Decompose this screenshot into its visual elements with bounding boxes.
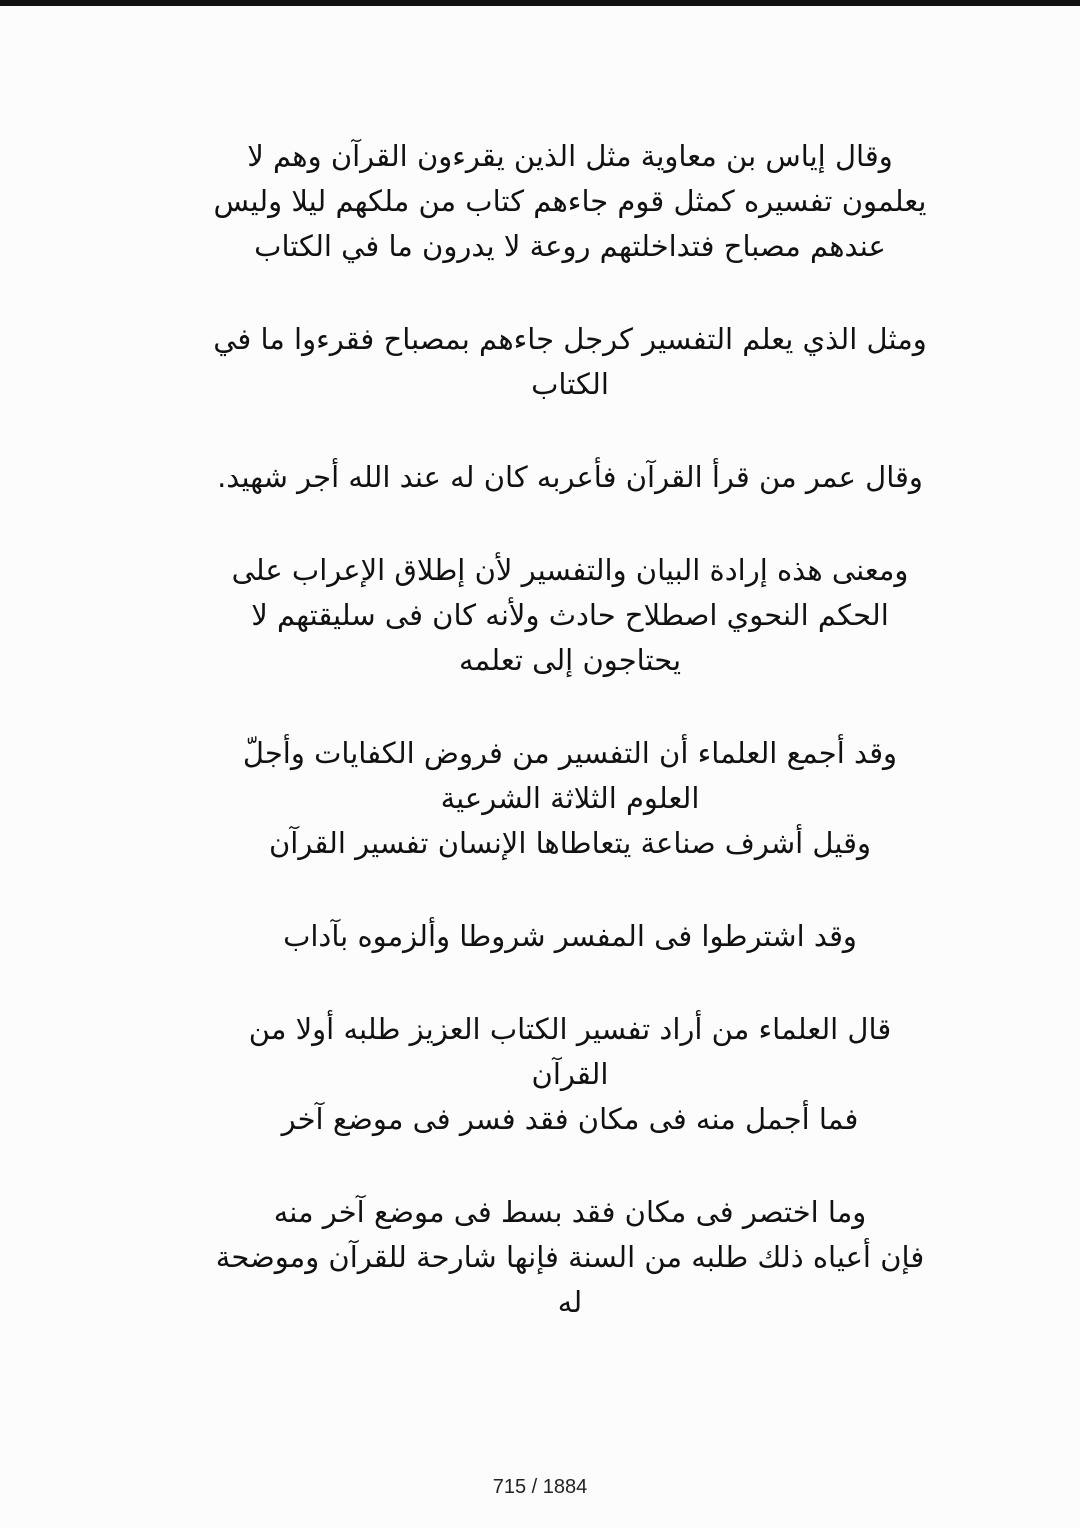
- paragraph: [180, 914, 960, 959]
- text-line: وقد أجمع العلماء أن التفسير من فروض الكفايات وأجلّ: [242, 736, 898, 770]
- text-line: عندهم مصباح فتداخلتهم روعة لا يدرون ما في الكتاب: [254, 229, 886, 263]
- paragraph: [180, 455, 960, 500]
- text-line: وقد اشترطوا فى المفسر شروطا وألزموه بآداب: [283, 919, 857, 953]
- text-line: وقال عمر من قرأ القرآن فأعربه كان له عند الله أجر شهيد.: [217, 460, 923, 494]
- text-line: الحكم النحوي اصطلاح حادث ولأنه كان فى سليقتهم لا: [251, 598, 889, 632]
- paragraph: [180, 548, 960, 683]
- text-line: وما اختصر فى مكان فقد بسط فى موضع آخر منه: [273, 1195, 867, 1229]
- paragraph: [180, 1190, 960, 1325]
- text-line: فما أجمل منه فى مكان فقد فسر فى موضع آخر: [281, 1102, 859, 1136]
- text-line: فإن أعياه ذلك طلبه من السنة فإنها شارحة للقرآن وموضحة: [215, 1240, 925, 1274]
- text-line: ومثل الذي يعلم التفسير كرجل جاءهم بمصباح فقرءوا ما في: [213, 322, 927, 356]
- text-line: الكتاب: [531, 367, 609, 401]
- text-line: وقال إياس بن معاوية مثل الذين يقرءون القرآن وهم لا: [247, 139, 893, 173]
- paragraph: [180, 317, 960, 407]
- text-line: قال العلماء من أراد تفسير الكتاب العزيز طلبه أولا من: [248, 1012, 892, 1046]
- paragraph: [180, 731, 960, 866]
- text-line: يعلمون تفسيره كمثل قوم جاءهم كتاب من ملكهم ليلا وليس: [213, 184, 927, 218]
- paragraph: [180, 1007, 960, 1142]
- document-page: [0, 6, 1080, 1528]
- text-line: القرآن: [531, 1057, 609, 1091]
- text-line: ومعنى هذه إرادة البيان والتفسير لأن إطلاق الإعراب على: [231, 553, 909, 587]
- text-line: العلوم الثلاثة الشرعية: [440, 781, 700, 815]
- text-line: يحتاجون إلى تعلمه: [458, 643, 682, 677]
- text-body: [180, 134, 960, 1373]
- paragraph: [180, 134, 960, 269]
- text-line: وقيل أشرف صناعة يتعاطاها الإنسان تفسير القرآن: [268, 826, 872, 860]
- text-line: له: [557, 1285, 583, 1319]
- page-number: 715 / 1884: [492, 1476, 588, 1498]
